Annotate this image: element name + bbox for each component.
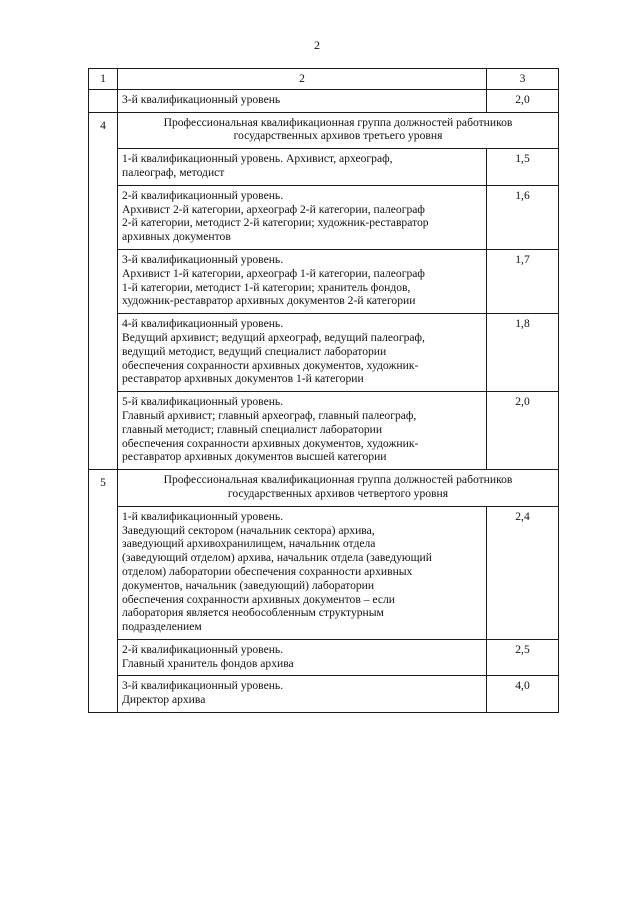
level-description-line: Архивист 1-й категории, археограф 1-й категории, палеограф: [122, 266, 425, 280]
level-description-line: 2-й категории, методист 2-й категории; художник-реставратор: [122, 216, 429, 230]
table-row: [89, 249, 559, 313]
level-description-line: обеспечения сохранности архивных документов, художник-: [122, 358, 419, 372]
level-description-line: 2-й квалификационный уровень.: [122, 188, 284, 202]
qualification-table: [88, 68, 559, 713]
group-title-cell: [118, 470, 559, 507]
level-description-cell: [118, 639, 487, 676]
table-row: [89, 185, 559, 249]
level-description-line: Главный архивист; главный археограф, главный палеограф,: [122, 408, 417, 422]
level-description-cell: [118, 249, 487, 313]
row-description-cell: 3-й квалификационный уровень: [118, 89, 487, 112]
table-row: [89, 392, 559, 470]
level-coefficient-cell: 1,5: [487, 149, 559, 186]
group-title-line: Профессиональная квалификационная группа должностей работников: [163, 473, 513, 487]
level-description-line: 1-й квалификационный уровень.: [122, 509, 284, 523]
level-description-line: лаборатория является необособленным структурным: [122, 606, 384, 620]
group-title-line: государственных архивов третьего уровня: [233, 129, 443, 143]
level-description-line: Ведущий архивист; ведущий археограф, ведущий палеограф,: [122, 330, 425, 344]
header-col-2: 2: [118, 69, 487, 90]
level-description-line: отделом) лаборатории обеспечения сохранности архивных: [122, 564, 413, 578]
group-title-row: [89, 470, 559, 507]
level-description-cell: [118, 392, 487, 470]
level-description-line: 3-й квалификационный уровень.: [122, 679, 284, 693]
table-row: [89, 149, 559, 186]
level-description-line: главный методист; главный специалист лаборатории: [122, 422, 383, 436]
level-description-line: Архивист 2-й категории, археограф 2-й категории, палеограф: [122, 202, 425, 216]
level-description-line: 1-й квалификационный уровень. Архивист, археограф,: [122, 152, 393, 166]
level-description-line: обеспечения сохранности архивных документов, художник-: [122, 436, 419, 450]
level-description-line: реставратор архивных документов 1-й категории: [122, 372, 364, 386]
level-description-line: Заведующий сектором (начальник сектора) архива,: [122, 523, 375, 537]
level-description-line: (заведующий отделом) архива, начальник отдела (заведующий: [122, 551, 432, 565]
level-coefficient-cell: 1,8: [487, 314, 559, 392]
row-number-cell: [89, 89, 118, 112]
level-description-line: художник-реставратор архивных документов 2-й категории: [122, 294, 416, 308]
table-row: [89, 506, 559, 639]
group-number-cell: 4: [89, 112, 118, 470]
header-col-1: 1: [89, 69, 118, 90]
level-description-cell: [118, 314, 487, 392]
table-row: [89, 314, 559, 392]
level-coefficient-cell: 2,0: [487, 392, 559, 470]
level-description-line: 1-й категории, методист 1-й категории; хранитель фондов,: [122, 280, 411, 294]
level-description-line: 3-й квалификационный уровень.: [122, 252, 284, 266]
level-coefficient-cell: 1,7: [487, 249, 559, 313]
level-description-line: реставратор архивных документов высшей категории: [122, 450, 387, 464]
level-coefficient-cell: 2,5: [487, 639, 559, 676]
group-number-cell: 5: [89, 470, 118, 713]
level-description-line: Главный хранитель фондов архива: [122, 656, 294, 670]
level-description-line: 2-й квалификационный уровень.: [122, 642, 284, 656]
level-description-line: Директор архива: [122, 693, 206, 707]
level-coefficient-cell: 1,6: [487, 185, 559, 249]
level-description-line: палеограф, методист: [122, 165, 225, 179]
group-title-cell: [118, 112, 559, 149]
level-description-line: 5-й квалификационный уровень.: [122, 395, 284, 409]
level-description-line: архивных документов: [122, 230, 231, 244]
row-coefficient-cell: 2,0: [487, 89, 559, 112]
table-row: [89, 639, 559, 676]
level-coefficient-cell: 2,4: [487, 506, 559, 639]
table-row: [89, 676, 559, 713]
level-description-line: подразделением: [122, 620, 202, 634]
page-number: 2: [314, 38, 320, 52]
table-body: [89, 69, 559, 713]
level-coefficient-cell: 4,0: [487, 676, 559, 713]
level-description-cell: [118, 506, 487, 639]
level-description-cell: [118, 185, 487, 249]
group-title-line: Профессиональная квалификационная группа должностей работников: [163, 115, 513, 129]
table-row: [89, 89, 559, 112]
level-description-cell: [118, 676, 487, 713]
group-title-row: [89, 112, 559, 149]
level-description-line: документов, начальник (заведующий) лаборатории: [122, 578, 375, 592]
level-description-line: обеспечения сохранности архивных документов – если: [122, 592, 395, 606]
level-description-line: ведущий методист, ведущий специалист лаборатории: [122, 344, 387, 358]
table-header-row: [89, 69, 559, 90]
level-description-line: заведующий архивохранилищем, начальник отдела: [122, 537, 376, 551]
header-col-3: 3: [487, 69, 559, 90]
group-title-line: государственных архивов четвертого уровня: [227, 486, 449, 500]
level-description-cell: [118, 149, 487, 186]
level-description-line: 4-й квалификационный уровень.: [122, 317, 284, 331]
